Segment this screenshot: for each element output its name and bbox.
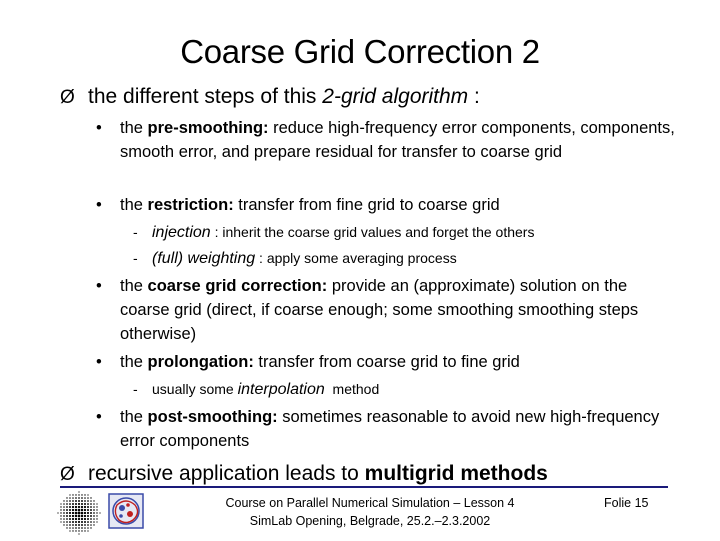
step-prefix: the	[120, 353, 148, 371]
step-term: restriction:	[147, 196, 234, 214]
step-prefix: the	[120, 408, 148, 426]
sub-term: interpolation	[237, 381, 325, 398]
step-correction	[96, 274, 676, 346]
simlab-logo-icon	[108, 493, 144, 534]
step-description: reduce high-frequency error components, components, smooth error, and prepare residual for transfer to coarse grid	[120, 119, 675, 161]
bullet-icon: •	[96, 277, 102, 295]
step-prefix: the	[120, 196, 148, 214]
sub-weighting	[133, 248, 457, 269]
recursive-prefix: recursive application leads to	[88, 462, 365, 485]
sub-prefix: usually some	[152, 381, 238, 397]
sub-interpolation	[133, 379, 379, 400]
intro-suffix: :	[468, 85, 480, 108]
dash-bullet-icon: -	[133, 224, 138, 240]
step-description: transfer from coarse grid to fine grid	[253, 353, 520, 371]
slide-number: Folie 15	[604, 496, 649, 510]
recursive-line	[60, 461, 548, 488]
step-prefix: the	[120, 277, 148, 295]
step-restriction	[96, 193, 676, 217]
step-term: prolongation:	[147, 353, 254, 371]
bullet-icon: •	[96, 196, 102, 214]
step-description: sometimes reasonable to avoid new high-frequency error components	[120, 408, 660, 450]
intro-prefix: the different steps of this	[88, 85, 323, 108]
step-description: provide an (approximate) solution on the coarse grid (direct, if coarse enough; some smoothing smoothing steps otherwise)	[120, 277, 639, 343]
step-term: coarse grid correction:	[147, 277, 328, 295]
footer-course-info	[200, 494, 540, 530]
step-prolongation	[96, 350, 676, 374]
bullet-icon: •	[96, 353, 102, 371]
step-term: pre-smoothing:	[147, 119, 269, 137]
step-description: transfer from fine grid to coarse grid	[233, 196, 500, 214]
sub-description: : apply some averaging process	[255, 250, 457, 266]
step-presmoothing	[96, 116, 676, 164]
footer-line-2: SimLab Opening, Belgrade, 25.2.–2.3.2002	[249, 514, 491, 528]
step-postsmoothing	[96, 405, 676, 453]
sub-description: method	[324, 381, 380, 397]
arrow-bullet-icon: Ø	[60, 464, 75, 485]
sub-description: : inherit the coarse grid values and forget the others	[210, 224, 535, 240]
dash-bullet-icon: -	[133, 250, 138, 266]
bullet-icon: •	[96, 119, 102, 137]
bullet-icon: •	[96, 408, 102, 426]
footer-line-1: Course on Parallel Numerical Simulation – Lesson 4	[225, 496, 515, 510]
step-prefix: the	[120, 119, 148, 137]
footer-rule	[60, 486, 668, 488]
dot-sphere-logo-icon	[56, 490, 102, 541]
sub-injection	[133, 222, 534, 243]
slide-title: Coarse Grid Correction 2	[180, 33, 540, 70]
sub-term: (full) weighting	[152, 250, 256, 267]
sub-term: injection	[152, 224, 211, 241]
recursive-term: multigrid methods	[364, 462, 548, 485]
dash-bullet-icon: -	[133, 381, 138, 397]
intro-italic: 2-grid algorithm	[322, 85, 469, 108]
arrow-bullet-icon: Ø	[60, 87, 75, 108]
step-term: post-smoothing:	[147, 408, 278, 426]
intro-line	[60, 84, 480, 111]
